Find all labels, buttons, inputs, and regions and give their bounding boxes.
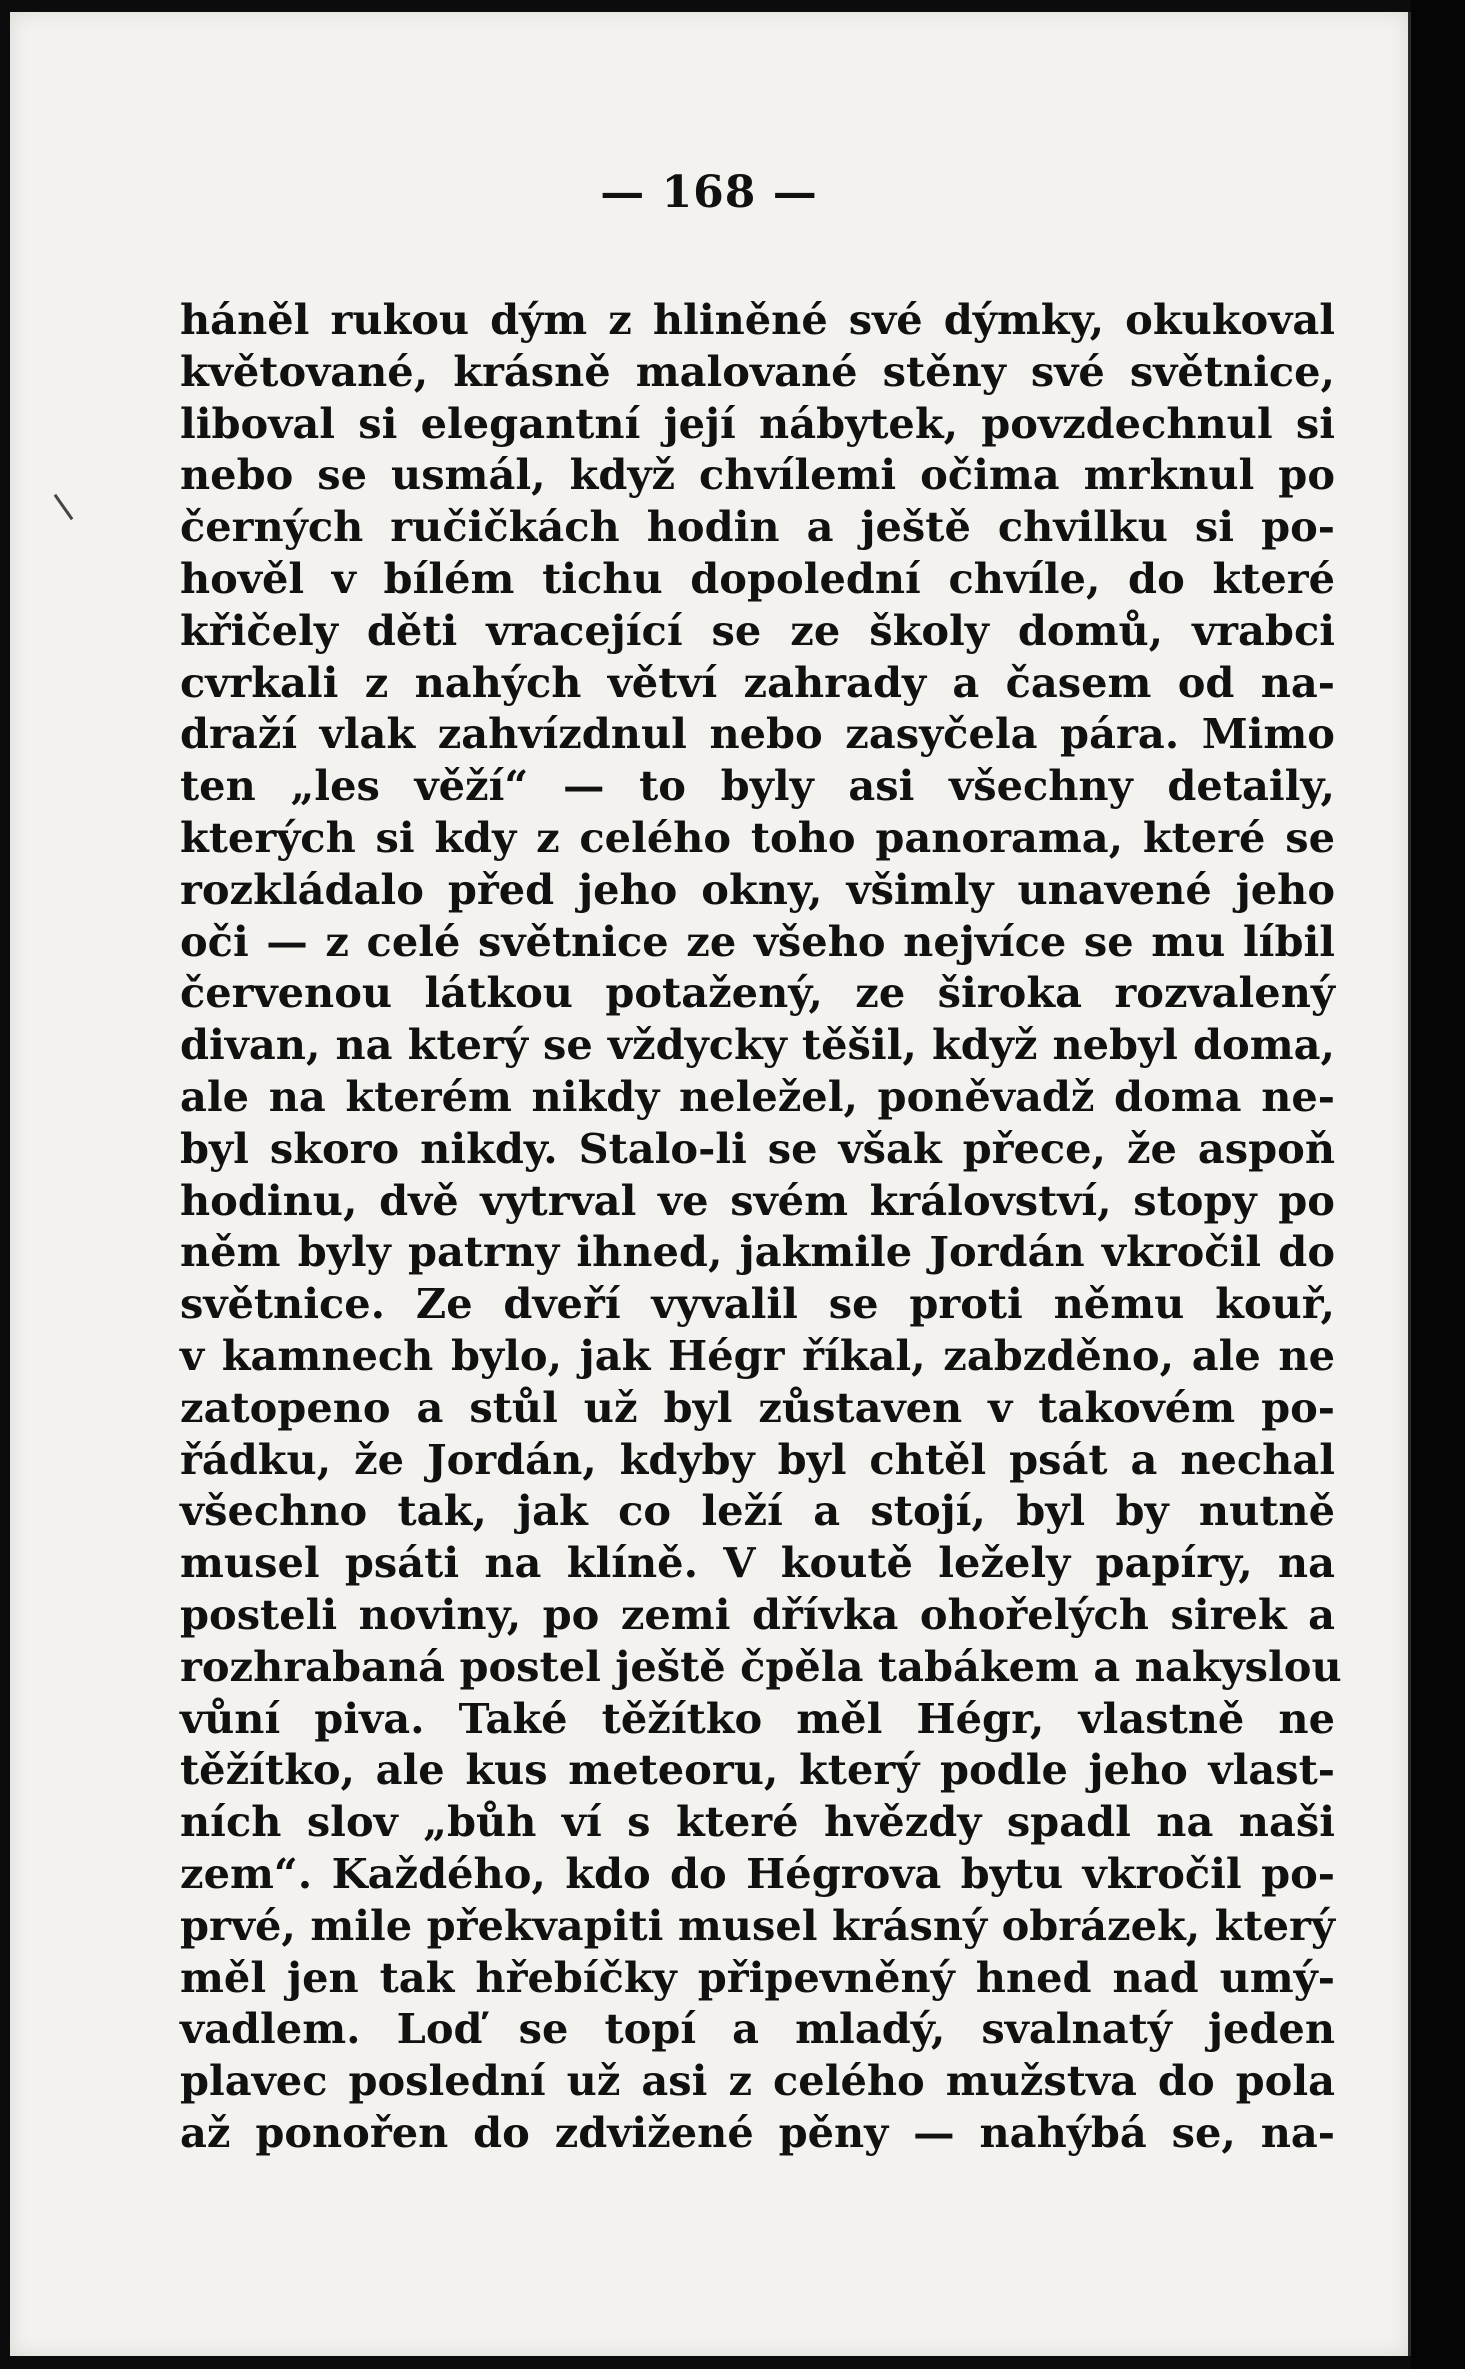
body-text — [180, 294, 1342, 2159]
text-line: vadlem. Loď se topí a mladý, svalnatý jeden — [180, 2004, 1335, 2054]
text-line: ale na kterém nikdy neležel, poněvadž doma ne- — [180, 1071, 1335, 1121]
text-line: byl skoro nikdy. Stalo-li se však přece, že aspoň — [180, 1123, 1335, 1173]
text-line: musel psáti na klíně. V koutě ležely papíry, na — [180, 1538, 1335, 1588]
text-line: háněl rukou dým z hliněné své dýmky, okukoval — [180, 295, 1335, 344]
text-line: divan, na který se vždycky těšil, když nebyl doma, — [180, 1020, 1335, 1070]
text-line: prvé, mile překvapiti musel krásný obrázek, který — [180, 1900, 1335, 1950]
text-line: oči — z celé světnice ze všeho nejvíce se mu líbil — [180, 916, 1335, 966]
text-line: ten „les věží“ — to byly asi všechny detaily, — [180, 761, 1335, 811]
text-line: posteli noviny, po zemi dřívka ohořelých sirek a — [180, 1589, 1335, 1639]
text-line: něm byly patrny ihned, jakmile Jordán vkročil do — [180, 1227, 1335, 1277]
text-line: až ponořen do zdvižené pěny — nahýbá se, na- — [180, 2107, 1335, 2157]
page-number: — 168 — — [600, 167, 818, 218]
text-line: hověl v bílém tichu dopolední chvíle, do které — [180, 553, 1335, 603]
text-line: plavec poslední už asi z celého mužstva do pola — [180, 2056, 1335, 2106]
text-line: liboval si elegantní její nábytek, povzdechnul si — [180, 398, 1335, 448]
text-line: cvrkali z nahých větví zahrady a časem od na- — [180, 657, 1335, 707]
text-line: řádku, že Jordán, kdyby byl chtěl psát a nechal — [180, 1434, 1335, 1484]
text-line: všechno tak, jak co leží a stojí, byl by nutně — [180, 1486, 1335, 1536]
text-line: světnice. Ze dveří vyvalil se proti němu kouř, — [180, 1279, 1335, 1329]
text-line: draží vlak zahvízdnul nebo zasyčela pára. Mimo — [180, 709, 1335, 759]
text-line: zem“. Každého, kdo do Hégrova bytu vkročil po- — [180, 1848, 1335, 1898]
text-line: kterých si kdy z celého toho panorama, které se — [180, 812, 1335, 862]
text-line: rozhrabaná postel ještě čpěla tabákem a nakyslou — [180, 1641, 1342, 1691]
text-line: červenou látkou potažený, ze široka rozvalený — [180, 968, 1335, 1018]
text-line: květované, krásně malované stěny své světnice, — [180, 346, 1335, 396]
text-line: hodinu, dvě vytrval ve svém království, stopy po — [180, 1175, 1335, 1225]
text-line: v kamnech bylo, jak Hégr říkal, zabzděno, ale ne — [180, 1330, 1335, 1380]
text-line: rozkládalo před jeho okny, všimly unavené jeho — [180, 864, 1335, 914]
text-line: černých ručičkách hodin a ještě chvilku si po- — [180, 502, 1335, 552]
scan-edge — [1411, 0, 1465, 2369]
book-page — [10, 12, 1411, 2356]
text-line: vůní piva. Také těžítko měl Hégr, vlastně ne — [180, 1693, 1335, 1743]
text-line: nebo se usmál, když chvílemi očima mrknul po — [180, 450, 1335, 500]
text-line: křičely děti vracející se ze školy domů, vrabci — [180, 605, 1335, 655]
text-line: zatopeno a stůl už byl zůstaven v takovém po- — [180, 1382, 1335, 1432]
text-line: těžítko, ale kus meteoru, který podle jeho vlast- — [180, 1745, 1335, 1795]
text-line: ních slov „bůh ví s které hvězdy spadl na naši — [180, 1797, 1335, 1847]
text-line: měl jen tak hřebíčky připevněný hned nad umý- — [180, 1952, 1335, 2002]
